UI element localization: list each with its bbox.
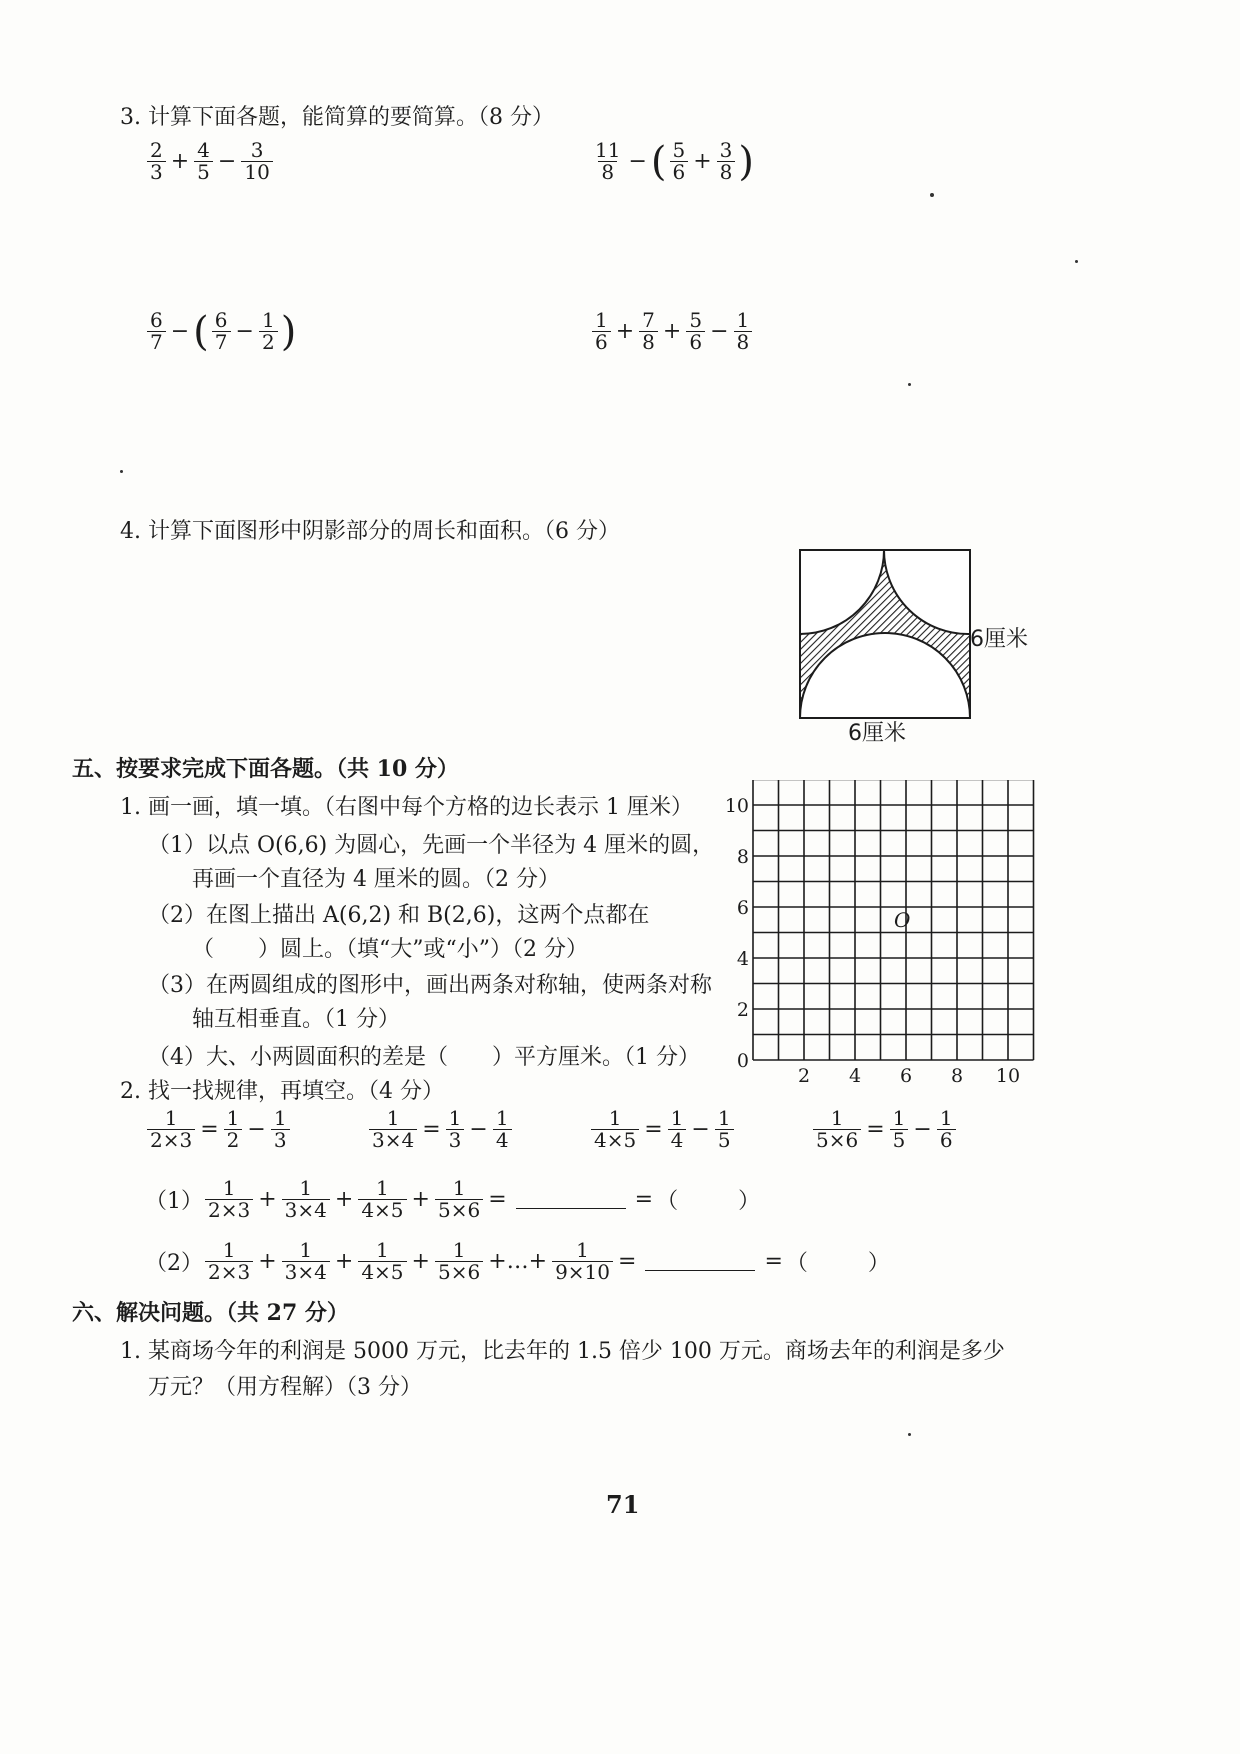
operator: − [913,1117,932,1142]
s5-q1-part2-line2: （ ）圆上。（填“大”或“小”）（2 分） [192,937,588,962]
s5-q1-part3-line2: 轴互相垂直。（1 分） [192,1007,400,1032]
fraction: $\frac{1}{5\times 6}$ [435,1178,483,1221]
answer-paren-close: ） [867,1251,890,1276]
s5-q1-part4: （4）大、小两圆面积的差是（ ）平方厘米。（1 分） [148,1045,700,1070]
answer-paren[interactable]: （ [656,1189,679,1214]
operator: = [634,1187,654,1212]
answer-blank[interactable] [645,1252,755,1271]
fraction: $\frac{1}{4\times 5}$ [358,1240,406,1283]
fraction: $\frac{1}{6}$ [592,310,611,353]
section-5-title: 五、按要求完成下面各题。（共 10 分） [72,756,459,782]
operator: = [200,1117,219,1142]
scan-speck [930,193,934,197]
section-6-title: 六、解决问题。（共 27 分） [72,1300,349,1326]
pattern-equation [145,1108,292,1151]
operator: − [247,1117,266,1142]
fraction: $\frac{1}{2}$ [224,1108,243,1151]
fraction: $\frac{1}{5\times 6}$ [435,1240,483,1283]
fraction: $\frac{1}{2\times 3}$ [147,1108,195,1151]
s5-q1-part1-line2: 再画一个直径为 4 厘米的圆。（2 分） [192,867,560,892]
q3-expression-3: $\frac{6}{7}$ − ( $\frac{6}{7}$ − $\frac{1}{2}$ ) [145,310,297,353]
pattern-equation [367,1108,514,1151]
fraction: $\frac{1}{2\times 3}$ [205,1240,253,1283]
fraction: $\frac{1}{2}$ [259,310,278,353]
fraction: $\frac{1}{5}$ [890,1108,909,1151]
coordinate-grid [725,780,1045,1090]
x-tick-label: 6 [899,1065,913,1087]
operator: = [644,1117,663,1142]
fraction: $\frac{1}{4}$ [493,1108,512,1151]
shaded-figure [795,548,975,720]
s5-q1-part3-line1: （3）在两圆组成的图形中，画出两条对称轴，使两条对称 [148,973,712,998]
scan-speck [1075,260,1078,263]
operator: + [258,1249,277,1274]
fraction: $\frac{1}{8}$ [734,310,753,353]
fraction: $\frac{1}{3}$ [446,1108,465,1151]
bottom-length-label: 6厘米 [848,721,906,746]
sub-question-label: （2） [145,1251,203,1276]
fraction: $\frac{3}{8}$ [717,140,736,183]
operator: = [488,1187,507,1212]
operator: − [691,1117,710,1142]
sub-question-label: （1） [145,1189,203,1214]
operator: = [422,1117,441,1142]
s5-q1-part2-line1: （2）在图上描出 A(6,2) 和 B(2,6)，这两个点都在 [148,903,650,928]
page-number: 71 [606,1490,640,1519]
y-tick-label: 6 [736,897,749,919]
side-length-label: 6厘米 [970,627,1028,652]
operator: + [411,1249,430,1274]
operator: +…+ [488,1249,548,1274]
operator: + [334,1187,354,1212]
pattern-equation [811,1108,958,1151]
fraction: $\frac{1}{9\times 10}$ [552,1240,613,1283]
s6-q1-line2: 万元？（用方程解）（3 分） [148,1375,422,1400]
fraction: $\frac{1}{5}$ [715,1108,734,1151]
fraction: $\frac{5}{6}$ [686,310,705,353]
fraction: $\frac{1}{4\times 5}$ [358,1178,406,1221]
scan-speck [908,1433,911,1436]
fraction: $\frac{1}{5\times 6}$ [813,1108,861,1151]
fraction: $\frac{11}{8}$ [595,138,621,184]
fraction: $\frac{4}{5}$ [194,140,213,183]
fraction: $\frac{1}{6}$ [937,1108,956,1151]
answer-paren[interactable]: （ [785,1251,808,1276]
fraction: $\frac{1}{3\times 4}$ [282,1178,330,1221]
operator: = [866,1117,885,1142]
q4-title: 4. 计算下面图形中阴影部分的周长和面积。（6 分） [120,519,620,544]
y-tick-label: 10 [725,795,749,817]
fraction: $\frac{1}{3}$ [271,1108,290,1151]
fraction: $\frac{3}{10}$ [241,140,272,183]
pattern-equation [589,1108,736,1151]
sum-expression-2 [145,1240,890,1283]
y-tick-label: 8 [736,846,749,868]
fraction: $\frac{6}{7}$ [212,310,231,353]
fraction: $\frac{1}{4}$ [668,1108,687,1151]
fraction: $\frac{1}{3\times 4}$ [282,1240,330,1283]
x-tick-label: 10 [995,1065,1021,1087]
answer-blank[interactable] [516,1190,626,1209]
fraction: $\frac{6}{7}$ [147,310,166,353]
q3-expression-2: $\frac{11}{8}$ − ( $\frac{5}{6}$ + $\frac{3}{8}$ ) [590,140,755,183]
fraction: $\frac{7}{8}$ [639,310,658,353]
x-tick-label: 4 [848,1065,862,1087]
point-o-label: O [894,908,911,932]
y-tick-label: 0 [736,1050,749,1072]
sum-expression-1 [145,1178,760,1221]
fraction: $\frac{1}{3\times 4}$ [369,1108,417,1151]
fraction: $\frac{5}{6}$ [670,140,689,183]
operator: = [764,1249,783,1274]
scan-speck [120,470,123,473]
q3-expression-1: $\frac{2}{3}$ + $\frac{4}{5}$ − $\frac{3}{10}$ [145,140,275,183]
operator: + [334,1249,354,1274]
operator: = [618,1249,637,1274]
operator: − [469,1117,488,1142]
operator: + [258,1187,277,1212]
y-tick-label: 2 [736,999,749,1021]
s5-q1-title: 1. 画一画，填一填。（右图中每个方格的边长表示 1 厘米） [120,795,693,820]
fraction: $\frac{2}{3}$ [147,140,166,183]
y-tick-label: 4 [736,948,749,970]
s6-q1-line1: 1. 某商场今年的利润是 5000 万元，比去年的 1.5 倍少 100 万元。商场去年的利润是多少 [120,1339,1005,1364]
x-tick-label: 8 [950,1065,964,1087]
answer-paren-close: ） [738,1189,761,1214]
q3-title: 3. 计算下面各题，能简算的要简算。（8 分） [120,105,554,130]
x-tick-label: 2 [797,1065,811,1087]
s5-q1-part1-line1: （1）以点 O(6,6) 为圆心，先画一个半径为 4 厘米的圆， [148,833,715,858]
s5-q2-title: 2. 找一找规律，再填空。（4 分） [120,1079,444,1104]
scan-speck [908,383,911,386]
fraction: $\frac{1}{4\times 5}$ [591,1108,639,1151]
fraction: $\frac{1}{2\times 3}$ [205,1178,253,1221]
q3-expression-4: $\frac{1}{6}$ + $\frac{7}{8}$ + $\frac{5}{6}$ − $\frac{1}{8}$ [590,310,754,353]
operator: + [411,1187,430,1212]
